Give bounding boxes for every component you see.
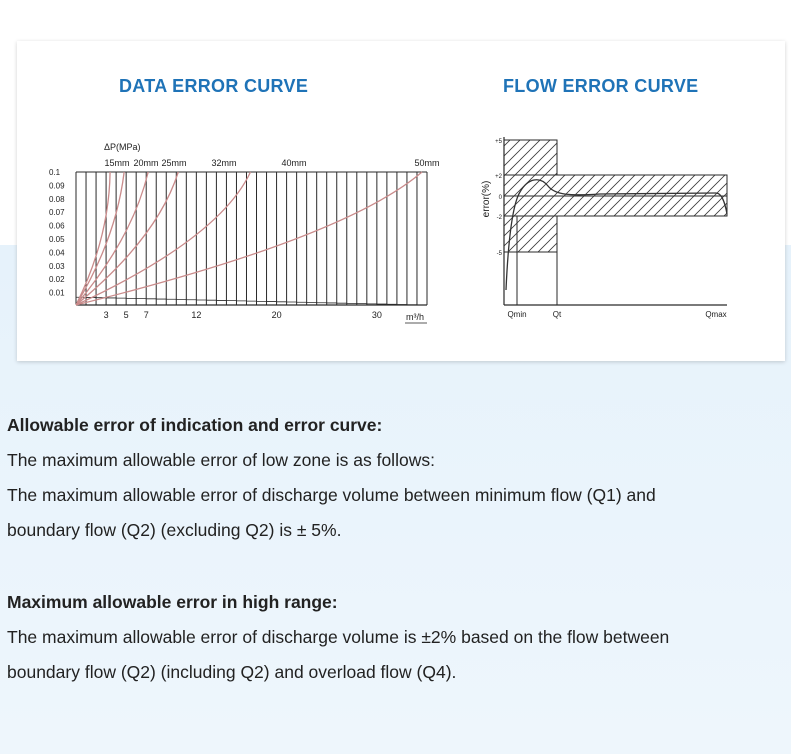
- series-label-20mm: 20mm: [133, 158, 159, 168]
- y-tick-label: 0.01: [49, 288, 65, 298]
- y-tick-label: 0.03: [49, 261, 65, 271]
- text-section-high-range: [7, 585, 787, 690]
- heading-error-curve: Allowable error of indication and error curve:: [7, 415, 383, 435]
- y-tick-label: 0.09: [49, 181, 65, 191]
- paragraph-line: The maximum allowable error of low zone is as follows:: [7, 450, 435, 470]
- series-label-32mm: 32mm: [211, 158, 237, 168]
- y-tick-label: 0.02: [49, 275, 65, 285]
- y-tick-label: 0.04: [49, 248, 65, 258]
- paragraph-line: The maximum allowable error of discharge volume is ±2% based on the flow between: [7, 627, 670, 647]
- paragraph-line: boundary flow (Q2) (including Q2) and overload flow (Q4).: [7, 662, 457, 682]
- x-tick-label: 7: [143, 310, 149, 320]
- x-tick-label: 12: [191, 310, 202, 320]
- series-label-50mm: 50mm: [414, 158, 440, 168]
- x-tick-label: 5: [123, 310, 129, 320]
- paragraph-line: boundary flow (Q2) (excluding Q2) is ± 5%.: [7, 520, 342, 540]
- x-tick-label: 30: [371, 310, 382, 320]
- y-tick-label: 0: [498, 195, 502, 201]
- data-error-curve-title: DATA ERROR CURVE: [119, 76, 309, 96]
- y-tick-label: +2: [495, 174, 502, 180]
- y-tick-label: 0.08: [49, 194, 65, 204]
- x-axis-unit: m³/h: [406, 312, 424, 322]
- y-tick-label: 0.1: [49, 168, 61, 177]
- series-label-40mm: 40mm: [281, 158, 307, 168]
- y-axis-label: ΔP(MPa): [104, 142, 141, 152]
- y-axis-label: error(%): [481, 180, 492, 218]
- x-tick-label: 20: [271, 310, 282, 320]
- y-tick-label: 0.05: [49, 235, 65, 244]
- y-tick-label: 0.06: [49, 221, 65, 231]
- series-label-25mm: 25mm: [161, 158, 187, 168]
- series-label-15mm: 15mm: [104, 158, 130, 168]
- y-tick-label: -2: [496, 215, 502, 221]
- flow-error-curve-title: FLOW ERROR CURVE: [503, 76, 699, 96]
- paragraph-line: The maximum allowable error of discharge volume between minimum flow (Q1) and: [7, 485, 656, 505]
- tolerance-band-low-upper: [504, 140, 557, 175]
- x-tick-label: Qt: [552, 310, 562, 319]
- heading-high-range: Maximum allowable error in high range:: [7, 592, 338, 612]
- x-tick-label: Qmin: [507, 310, 527, 319]
- tolerance-band-high-lower: [504, 196, 727, 216]
- x-tick-label: 3: [103, 310, 109, 320]
- y-tick-label: +5: [495, 139, 502, 145]
- y-tick-label: 0.07: [49, 208, 65, 218]
- y-tick-label: -5: [496, 251, 502, 257]
- x-tick-label: Qmax: [705, 310, 727, 319]
- text-section-low-zone: [7, 408, 787, 548]
